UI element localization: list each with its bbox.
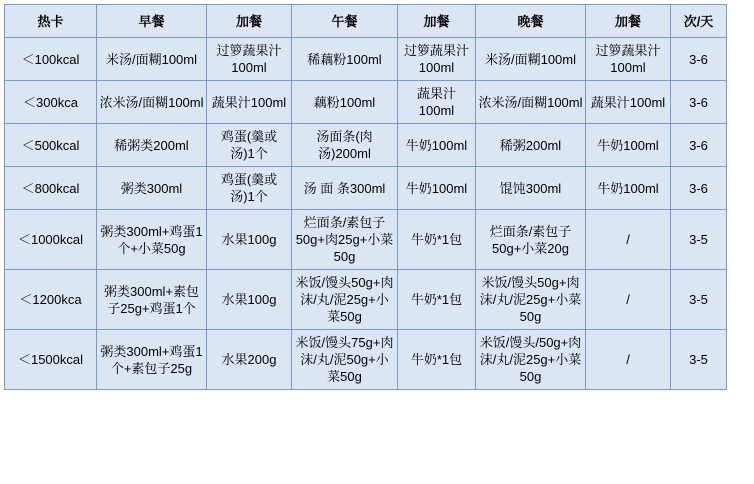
column-header-lunch: 午餐 (292, 5, 398, 38)
cell-dinner: 米饭/馒头50g+肉沫/丸/泥25g+小菜50g (476, 270, 586, 330)
cell-snack-3: / (586, 210, 671, 270)
cell-breakfast: 米汤/面糊100ml (97, 38, 207, 81)
cell-snack-2: 牛奶*1包 (398, 270, 476, 330)
document-sheet (0, 4, 754, 484)
cell-dinner: 米汤/面糊100ml (476, 38, 586, 81)
column-header-breakfast: 早餐 (97, 5, 207, 38)
cell-snack-2: 蔬果汁100ml (398, 81, 476, 124)
cell-snack-3: 蔬果汁100ml (586, 81, 671, 124)
cell-dinner: 浓米汤/面糊100ml (476, 81, 586, 124)
cell-snack-2: 牛奶*1包 (398, 330, 476, 390)
cell-frequency: 3-5 (671, 210, 727, 270)
cell-lunch: 藕粉100ml (292, 81, 398, 124)
cell-snack-2: 牛奶100ml (398, 167, 476, 210)
cell-kcal: ＜1500kcal (5, 330, 97, 390)
cell-dinner: 馄饨300ml (476, 167, 586, 210)
table-header-row (5, 5, 727, 38)
cell-frequency: 3-6 (671, 167, 727, 210)
cell-frequency: 3-5 (671, 270, 727, 330)
cell-breakfast: 粥类300ml+鸡蛋1个+小菜50g (97, 210, 207, 270)
cell-breakfast: 浓米汤/面糊100ml (97, 81, 207, 124)
cell-lunch: 米饭/馒头75g+肉沫/丸/泥50g+小菜50g (292, 330, 398, 390)
cell-dinner: 稀粥200ml (476, 124, 586, 167)
cell-lunch: 稀藕粉100ml (292, 38, 398, 81)
cell-breakfast: 粥类300ml+素包子25g+鸡蛋1个 (97, 270, 207, 330)
cell-snack-3: 牛奶100ml (586, 167, 671, 210)
cell-lunch: 汤 面 条300ml (292, 167, 398, 210)
cell-snack-3: / (586, 270, 671, 330)
cell-snack-1: 水果100g (207, 210, 292, 270)
cell-snack-2: 牛奶*1包 (398, 210, 476, 270)
column-header-snack-3: 加餐 (586, 5, 671, 38)
column-header-frequency: 次/天 (671, 5, 727, 38)
table-row (5, 124, 727, 167)
cell-breakfast: 粥类300ml (97, 167, 207, 210)
cell-kcal: ＜300kca (5, 81, 97, 124)
table-row (5, 81, 727, 124)
table-row (5, 167, 727, 210)
cell-snack-1: 蔬果汁100ml (207, 81, 292, 124)
cell-breakfast: 稀粥类200ml (97, 124, 207, 167)
cell-kcal: ＜500kcal (5, 124, 97, 167)
cell-frequency: 3-6 (671, 124, 727, 167)
cell-frequency: 3-6 (671, 81, 727, 124)
column-header-snack-2: 加餐 (398, 5, 476, 38)
cell-lunch: 米饭/馒头50g+肉沫/丸/泥25g+小菜50g (292, 270, 398, 330)
cell-snack-2: 牛奶100ml (398, 124, 476, 167)
table-row (5, 38, 727, 81)
cell-snack-1: 鸡蛋(羹或汤)1个 (207, 167, 292, 210)
cell-snack-3: 过箩蔬果汁100ml (586, 38, 671, 81)
cell-kcal: ＜100kcal (5, 38, 97, 81)
cell-kcal: ＜1000kcal (5, 210, 97, 270)
cell-kcal: ＜800kcal (5, 167, 97, 210)
cell-dinner: 烂面条/素包子50g+小菜20g (476, 210, 586, 270)
cell-snack-1: 水果200g (207, 330, 292, 390)
column-header-dinner: 晚餐 (476, 5, 586, 38)
cell-breakfast: 粥类300ml+鸡蛋1个+素包子25g (97, 330, 207, 390)
column-header-kcal: 热卡 (5, 5, 97, 38)
table-row (5, 330, 727, 390)
cell-frequency: 3-6 (671, 38, 727, 81)
cell-snack-1: 水果100g (207, 270, 292, 330)
diet-plan-table (4, 4, 727, 390)
table-row (5, 210, 727, 270)
cell-snack-1: 鸡蛋(羹或汤)1个 (207, 124, 292, 167)
cell-snack-3: / (586, 330, 671, 390)
cell-lunch: 烂面条/素包子50g+肉25g+小菜50g (292, 210, 398, 270)
cell-lunch: 汤面条(肉汤)200ml (292, 124, 398, 167)
cell-frequency: 3-5 (671, 330, 727, 390)
cell-snack-3: 牛奶100ml (586, 124, 671, 167)
cell-kcal: ＜1200kca (5, 270, 97, 330)
cell-snack-1: 过箩蔬果汁100ml (207, 38, 292, 81)
cell-snack-2: 过箩蔬果汁100ml (398, 38, 476, 81)
cell-dinner: 米饭/馒头/50g+肉沫/丸/泥25g+小菜50g (476, 330, 586, 390)
table-row (5, 270, 727, 330)
column-header-snack-1: 加餐 (207, 5, 292, 38)
